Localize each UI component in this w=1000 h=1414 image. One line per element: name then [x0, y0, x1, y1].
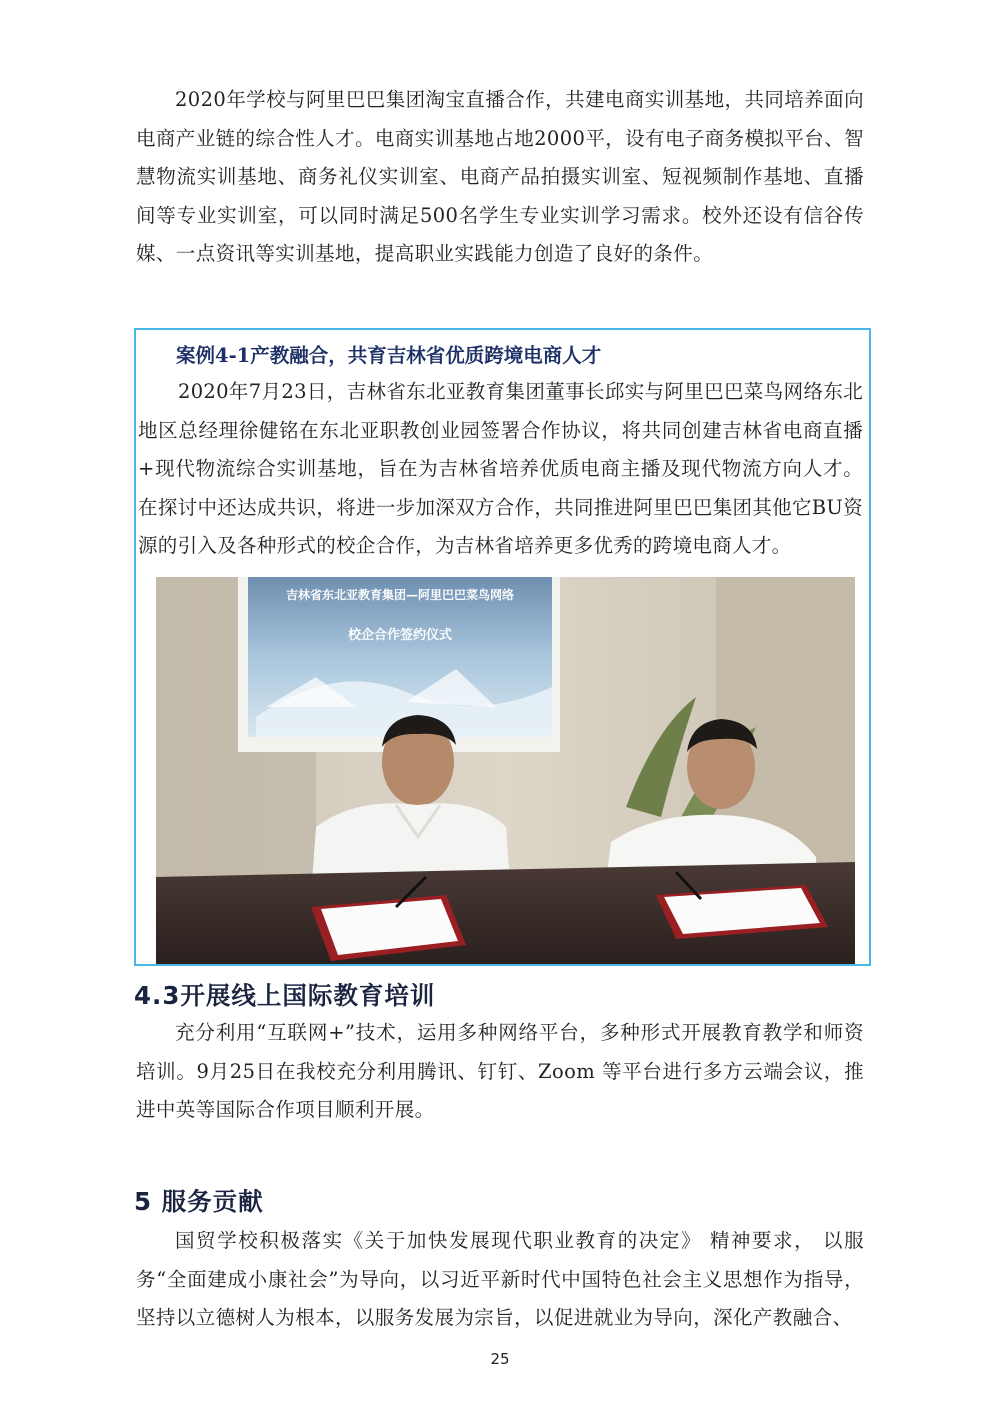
case-paragraph: 2020年7月23日，吉林省东北亚教育集团董事长邱实与阿里巴巴菜鸟网络东北地区总经理徐健铭在东北亚职教创业园签署合作协议，将共同创建吉林省电商直播+现代物流综合实训基地，旨在为吉林省培养优质电商主播及现代物流方向人才。在探讨中还达成共识，将进一步加深双方合作，共同推进阿里巴巴集团其他它BU资源的引入及各种形式的校企合作，为吉林省培养更多优秀的跨境电商人才。 [138, 380, 863, 557]
section-5-paragraph: 国贸学校积极落实《关于加快发展现代职业教育的决定》 精神要求， 以服务“全面建成小康社会”为导向，以习近平新时代中国特色社会主义思想作为指导，坚持以立德树人为根本，以服务发展为宗旨，以促进就业为导向，深化产教融合、 [136, 1229, 864, 1329]
section-4-3-heading: 4.3开展线上国际教育培训 [134, 981, 436, 1010]
case-study-box [134, 328, 871, 966]
screen-title-line1: 吉林省东北亚教育集团—阿里巴巴菜鸟网络 [285, 588, 515, 602]
section-4-3-paragraph: 充分利用“互联网+”技术，运用多种网络平台，多种形式开展教育教学和师资培训。9月25日在我校充分利用腾讯、钉钉、Zoom 等平台进行多方云端会议，推进中英等国际合作项目顺利开展。 [136, 1021, 864, 1121]
intro-paragraph: 2020年学校与阿里巴巴集团淘宝直播合作，共建电商实训基地，共同培养面向电商产业链的综合性人才。电商实训基地占地2000平，设有电子商务模拟平台、智慧物流实训基地、商务礼仪实训室、电商产品拍摄实训室、短视频制作基地、直播间等专业实训室，可以同时满足500名学生专业实训学习需求。校外还设有信谷传媒、一点资讯等实训基地，提高职业实践能力创造了良好的条件。 [136, 88, 864, 265]
page-number: 25 [490, 1350, 510, 1368]
case-title: 案例4-1产教融合，共育吉林省优质跨境电商人才 [176, 344, 602, 367]
section-5-heading: 5 服务贡献 [134, 1187, 264, 1216]
screen-title-line2: 校企合作签约仪式 [347, 628, 453, 643]
signing-ceremony-photo [156, 577, 855, 964]
